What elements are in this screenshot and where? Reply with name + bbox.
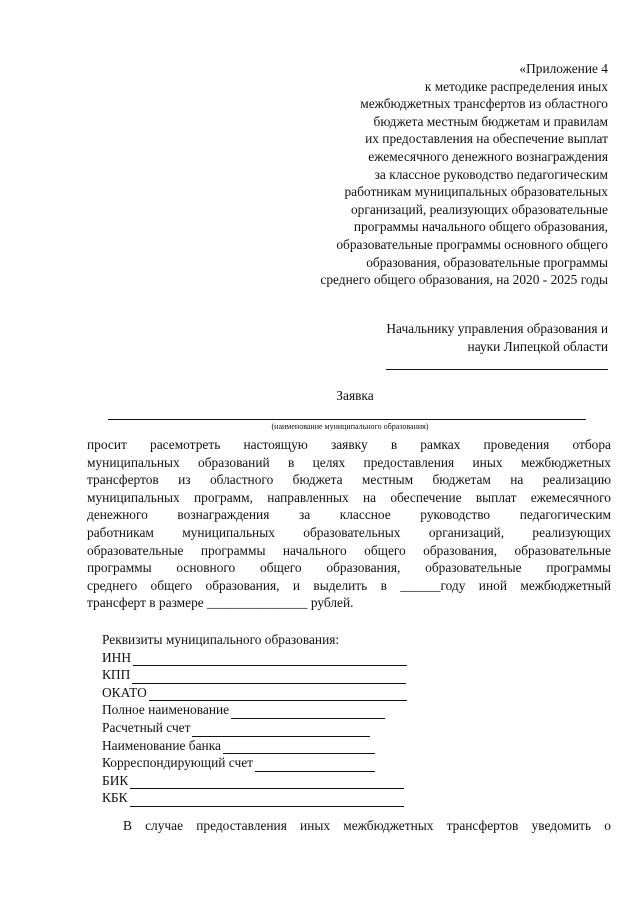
field-settlement-account: [102, 719, 462, 737]
field-blank[interactable]: [223, 741, 375, 754]
field-label: Полное наименование: [102, 702, 230, 718]
field-label: Наименование банка: [102, 737, 221, 753]
field-blank[interactable]: [192, 724, 370, 737]
field-blank[interactable]: [133, 653, 407, 666]
body-line: образовательные программы начального общего образования, образовательные: [87, 542, 611, 558]
field-blank[interactable]: [255, 759, 375, 772]
field-blank[interactable]: [130, 794, 404, 807]
field-full-name: [102, 701, 462, 719]
appendix-line: «Приложение 4: [519, 61, 608, 76]
addressee-block: [308, 320, 608, 370]
field-kpp: [102, 666, 462, 684]
requisites-heading: [102, 631, 462, 649]
requisites-heading-text: Реквизиты муниципального образования:: [102, 632, 340, 647]
appendix-line: программы начального общего образования,: [353, 219, 608, 235]
field-bank-name: [102, 737, 462, 755]
field-correspondent-account: [102, 754, 462, 772]
field-inn: [102, 649, 462, 667]
body-line: трансферт в размере _______________ рублей.: [87, 595, 354, 611]
field-label: Расчетный счет: [102, 719, 191, 735]
appendix-line: бюджета местным бюджетам и правилам: [373, 113, 608, 129]
field-bik: [102, 772, 462, 790]
field-label: КПП: [102, 667, 131, 683]
document-title: Заявка: [336, 388, 374, 403]
body-line: просит расемотреть настоящую заявку в рамках проведения отбора: [87, 437, 611, 452]
municipality-name-caption: (наименование муниципального образования): [271, 422, 429, 431]
appendix-line: организаций, реализующих образовательные: [350, 201, 608, 217]
field-okato: [102, 684, 462, 702]
field-blank[interactable]: [149, 688, 407, 701]
appendix-line: за классное руководство педагогическим: [374, 166, 608, 182]
appendix-line: межбюджетных трансфертов из областного: [360, 96, 608, 112]
appendix-line: работникам муниципальных образовательных: [344, 184, 608, 200]
body-line: трансфертов из областного бюджета местным бюджетам на реализацию: [87, 472, 611, 488]
request-body: [87, 436, 611, 612]
closing-paragraph: В случае предоставления иных межбюджетных трансфертов уведомить о: [123, 818, 611, 833]
addressee-line: науки Липецкой области: [467, 338, 608, 354]
field-blank[interactable]: [231, 706, 385, 719]
field-label: Корреспондирующий счет: [102, 755, 253, 771]
appendix-line: образования, образовательные программы: [366, 254, 608, 270]
field-label: ИНН: [102, 649, 132, 665]
body-line: среднего общего образования, и выделить в ______году иной межбюджетный: [87, 577, 611, 593]
field-label: ОКАТО: [102, 684, 147, 700]
field-kbk: [102, 789, 462, 807]
appendix-header: [248, 60, 608, 289]
requisites-block: [102, 631, 462, 807]
body-line: работникам муниципальных образовательных организаций, реализующих: [87, 524, 611, 540]
field-blank[interactable]: [130, 776, 404, 789]
appendix-line: к методике распределения иных: [424, 78, 608, 94]
appendix-line: образовательные программы основного общего: [336, 236, 608, 252]
appendix-line: среднего общего образования, на 2020 - 2025 годы: [320, 272, 608, 288]
appendix-line: их предоставления на обеспечение выплат: [365, 131, 608, 147]
appendix-line: ежемесячного денежного вознаграждения: [368, 148, 608, 164]
body-line: муниципальных образований в целях предоставления иных межбюджетных: [87, 454, 611, 470]
field-label: КБК: [102, 790, 128, 806]
addressee-name-blank[interactable]: [386, 355, 608, 370]
body-line: программы основного общего образования, образовательные программы: [87, 560, 611, 576]
field-blank[interactable]: [132, 671, 406, 684]
addressee-line: Начальнику управления образования и: [386, 321, 608, 336]
body-line: муниципальных программ, направленных на обеспечение выплат ежемесячного: [87, 489, 611, 505]
municipality-name-blank[interactable]: [108, 403, 586, 420]
field-label: БИК: [102, 772, 129, 788]
body-line: денежного вознаграждения за классное руководство педагогическим: [87, 507, 611, 523]
